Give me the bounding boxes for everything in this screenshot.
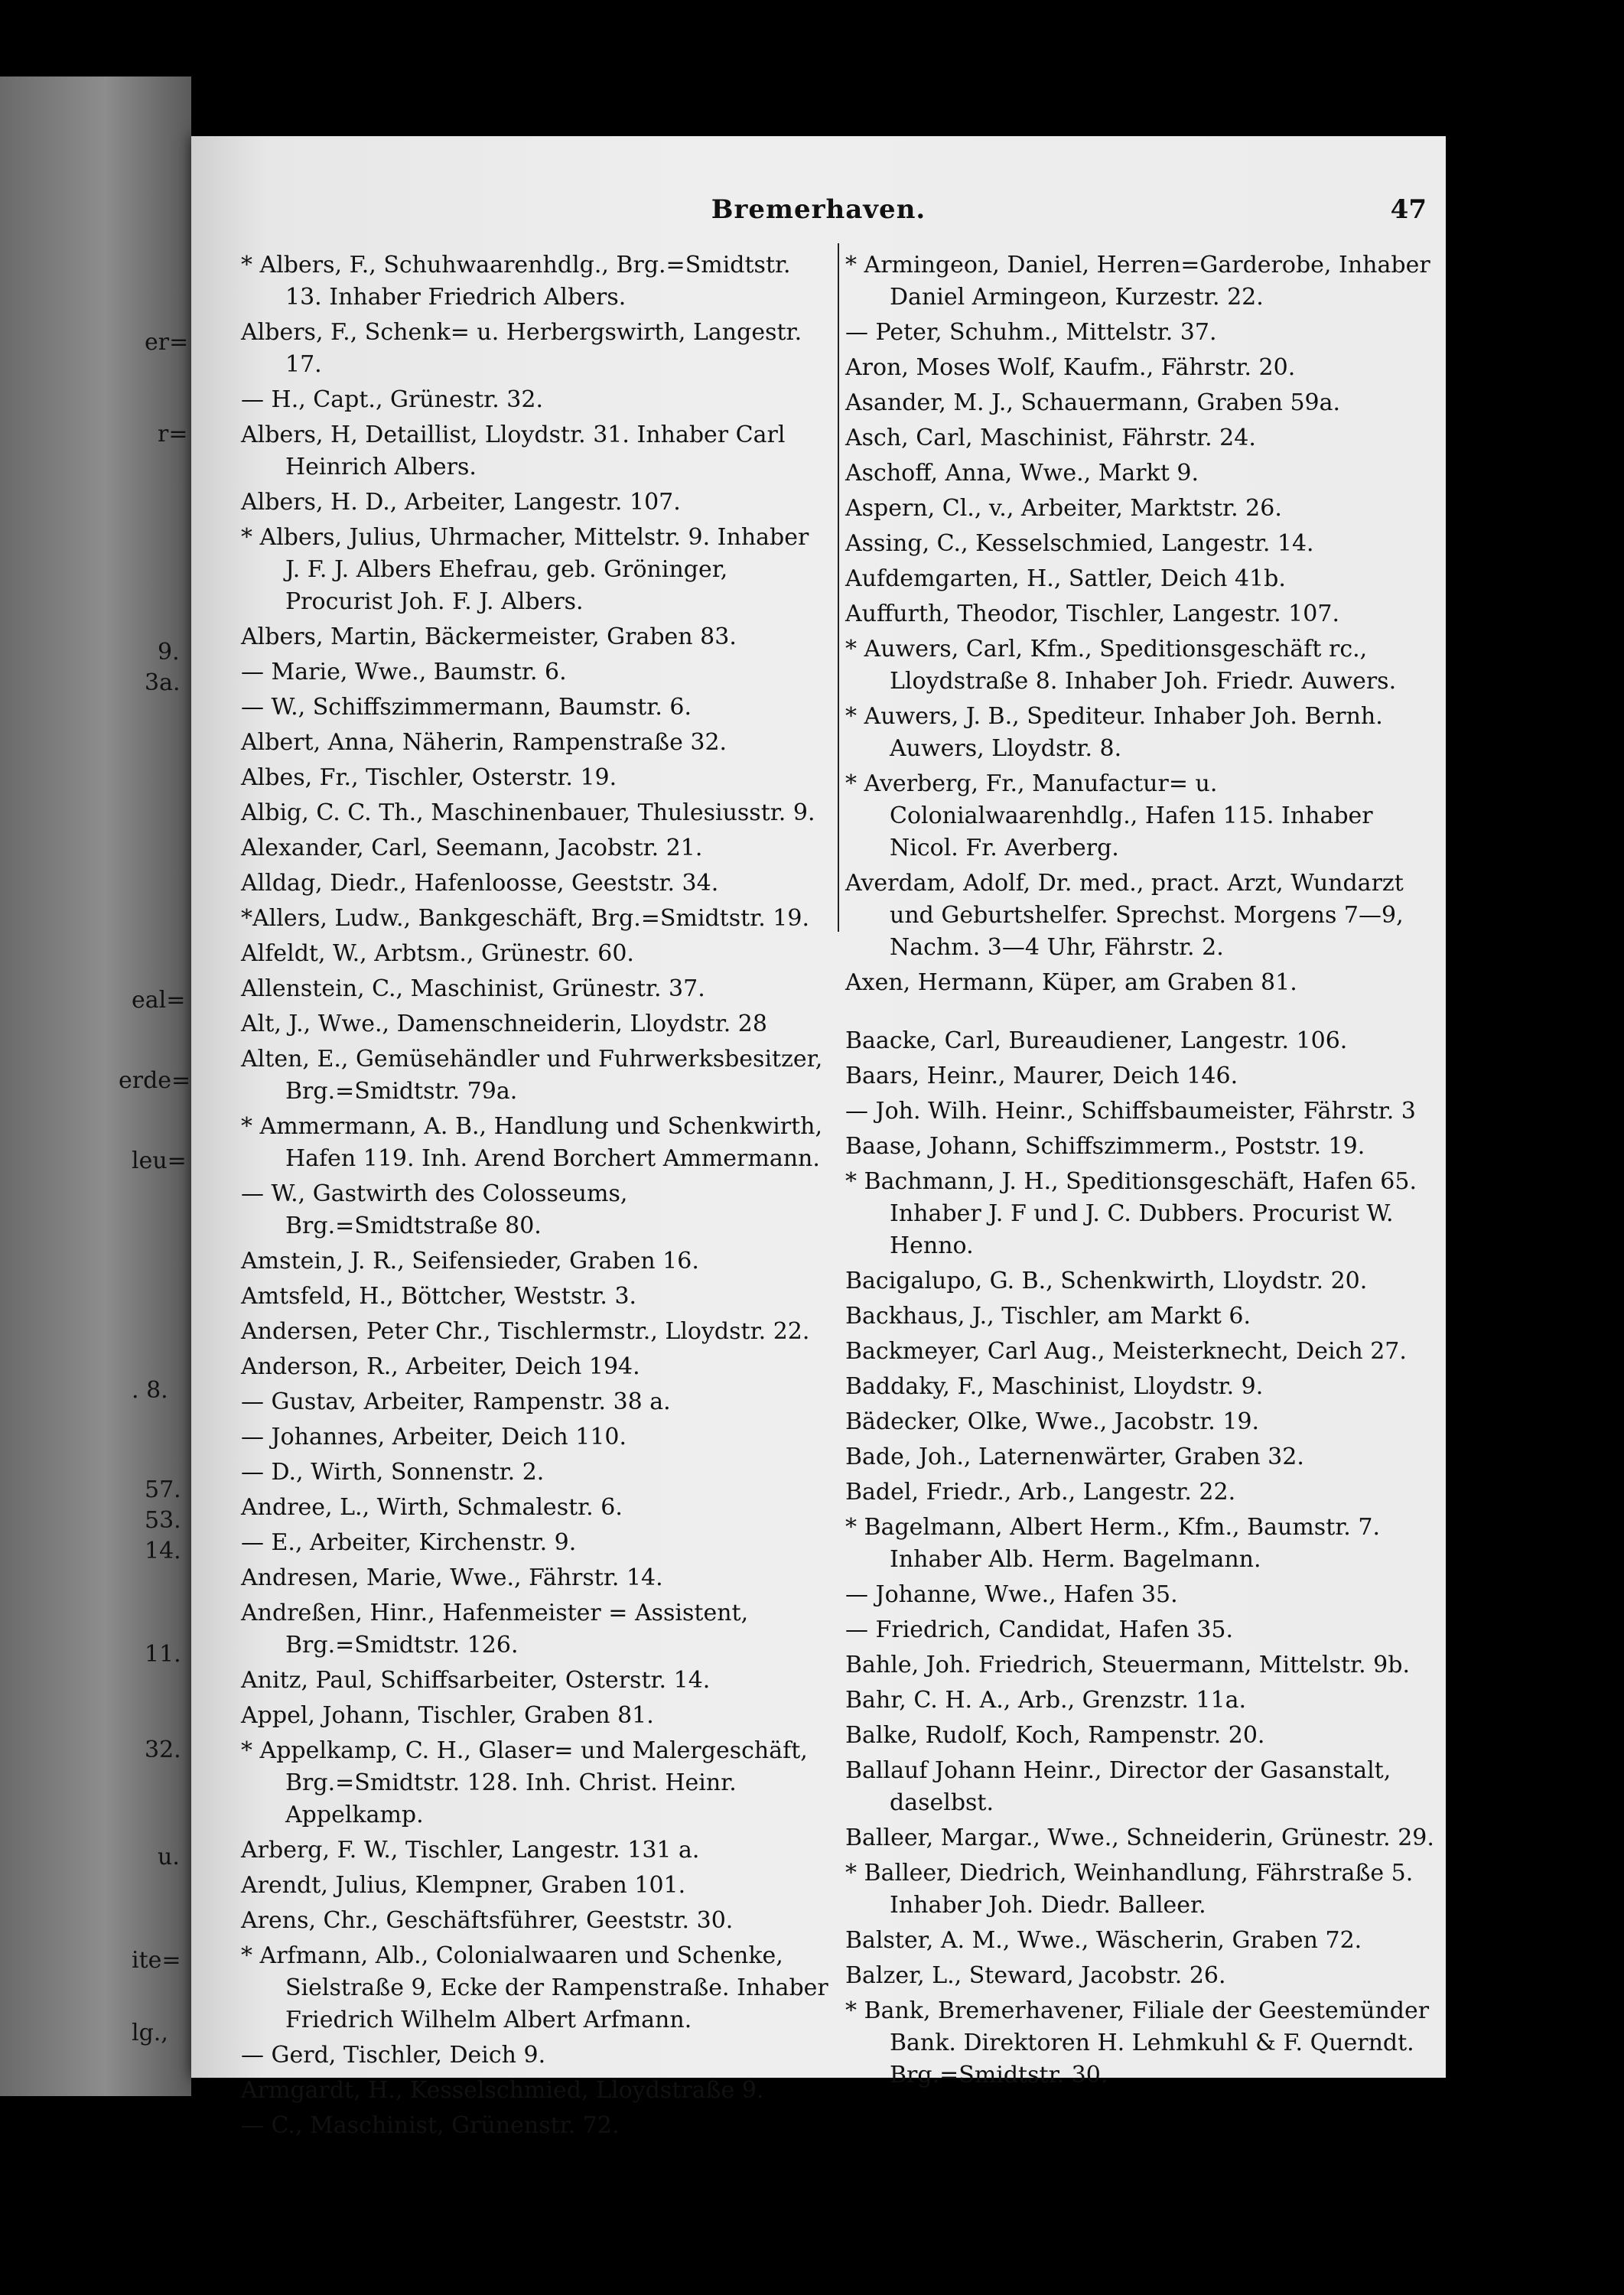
previous-page-fragment: eal= — [132, 987, 186, 1014]
directory-entry: Axen, Hermann, Küper, am Graben 81. — [845, 969, 1297, 996]
directory-entry: Andresen, Marie, Wwe., Fährstr. 14. — [241, 1564, 663, 1591]
directory-entry: Balzer, L., Steward, Jacobstr. 26. — [845, 1962, 1226, 1989]
directory-entry: Ballauf Johann Heinr., Director der Gasanstalt, daselbst. — [845, 1757, 1391, 1816]
directory-entry: — Johannes, Arbeiter, Deich 110. — [241, 1424, 627, 1450]
directory-entry: Bade, Joh., Laternenwärter, Graben 32. — [845, 1444, 1304, 1470]
directory-entry: Amtsfeld, H., Böttcher, Weststr. 3. — [241, 1283, 637, 1310]
directory-entry: Backmeyer, Carl Aug., Meisterknecht, Deich 27. — [845, 1338, 1407, 1365]
directory-entry: Anderson, R., Arbeiter, Deich 194. — [241, 1353, 640, 1380]
directory-entry: Albers, F., Schenk= u. Herbergswirth, Langestr. 17. — [241, 319, 802, 378]
page-header — [191, 194, 1446, 228]
directory-entry: Backhaus, J., Tischler, am Markt 6. — [845, 1303, 1251, 1330]
directory-entry: — Peter, Schuhm., Mittelstr. 37. — [845, 319, 1217, 346]
directory-entry: Balster, A. M., Wwe., Wäscherin, Graben 72. — [845, 1927, 1362, 1954]
directory-entry: * Auwers, J. B., Spediteur. Inhaber Joh. Bernh. Auwers, Lloydstr. 8. — [845, 703, 1383, 762]
directory-entry: — W., Gastwirth des Colosseums, Brg.=Smidtstraße 80. — [241, 1180, 628, 1239]
previous-page-fragment: r= — [158, 421, 188, 448]
directory-entry: * Bachmann, J. H., Speditionsgeschäft, Hafen 65. Inhaber J. F und J. C. Dubbers. Procurist W. Henno. — [845, 1168, 1417, 1259]
directory-entry: Balleer, Margar., Wwe., Schneiderin, Grünestr. 29. — [845, 1825, 1434, 1851]
directory-entry: Allenstein, C., Maschinist, Grünestr. 37. — [241, 975, 705, 1002]
directory-entry: * Averberg, Fr., Manufactur= u. Colonialwaarenhdlg., Hafen 115. Inhaber Nicol. Fr. Averberg. — [845, 770, 1373, 861]
previous-page-fragment: 32. — [145, 1737, 181, 1763]
directory-entry: — Johanne, Wwe., Hafen 35. — [845, 1581, 1178, 1608]
previous-page-fragment: 14. — [145, 1538, 181, 1564]
previous-page-fragment: ite= — [132, 1947, 181, 1974]
directory-entry: Albes, Fr., Tischler, Osterstr. 19. — [241, 764, 617, 791]
directory-entry: — D., Wirth, Sonnenstr. 2. — [241, 1459, 545, 1486]
directory-entry: Bacigalupo, G. B., Schenkwirth, Lloydstr. 20. — [845, 1268, 1368, 1294]
previous-page-fragment: . 8. — [132, 1377, 168, 1404]
directory-entry: Alt, J., Wwe., Damenschneiderin, Lloydstr. 28 — [241, 1011, 767, 1037]
previous-page-fragment: er= — [145, 329, 189, 356]
directory-entry: Anitz, Paul, Schiffsarbeiter, Osterstr. 14. — [241, 1667, 711, 1694]
directory-entry: Albers, H, Detaillist, Lloydstr. 31. Inhaber Carl Heinrich Albers. — [241, 422, 786, 480]
directory-entry: * Arfmann, Alb., Colonialwaaren und Schenke, Sielstraße 9, Ecke der Rampenstraße. Inhaber Friedrich Wilhelm Albert Arfmann. — [241, 1942, 828, 2033]
directory-entry: — E., Arbeiter, Kirchenstr. 9. — [241, 1529, 577, 1556]
directory-entry: * Armingeon, Daniel, Herren=Garderobe, Inhaber Daniel Armingeon, Kurzestr. 22. — [845, 252, 1430, 311]
directory-entry: * Balleer, Diedrich, Weinhandlung, Fährstraße 5. Inhaber Joh. Diedr. Balleer. — [845, 1860, 1414, 1919]
previous-page-fragment: 57. — [145, 1476, 181, 1503]
directory-entry: Badel, Friedr., Arb., Langestr. 22. — [845, 1479, 1236, 1506]
previous-page-fragment: lg., — [132, 2020, 168, 2046]
directory-entry: — Gerd, Tischler, Deich 9. — [241, 2042, 546, 2069]
directory-entry: Appel, Johann, Tischler, Graben 81. — [241, 1702, 654, 1729]
directory-entry: — Joh. Wilh. Heinr., Schiffsbaumeister, Fährstr. 3 — [845, 1098, 1416, 1125]
directory-entry: * Albers, Julius, Uhrmacher, Mittelstr. 9. Inhaber J. F. J. Albers Ehefrau, geb. Gröninger, Procurist Joh. F. J. Albers. — [241, 524, 809, 615]
directory-entry: * Ammermann, A. B., Handlung und Schenkwirth, Hafen 119. Inh. Arend Borchert Ammermann. — [241, 1113, 823, 1172]
directory-entry: *Allers, Ludw., Bankgeschäft, Brg.=Smidtstr. 19. — [241, 905, 810, 932]
directory-entry: Baars, Heinr., Maurer, Deich 146. — [845, 1063, 1238, 1089]
previous-page-fragment: 9. — [158, 639, 180, 666]
directory-entry: Arendt, Julius, Klempner, Graben 101. — [241, 1872, 686, 1899]
directory-entry: Aspern, Cl., v., Arbeiter, Marktstr. 26. — [845, 495, 1282, 522]
directory-entry: Andreßen, Hinr., Hafenmeister = Assistent, Brg.=Smidtstr. 126. — [241, 1600, 749, 1659]
previous-page-fragment: erde= — [119, 1067, 191, 1094]
directory-entry: Albers, H. D., Arbeiter, Langestr. 107. — [241, 489, 681, 516]
directory-entry: Baacke, Carl, Bureaudiener, Langestr. 106. — [845, 1027, 1348, 1054]
directory-entry: Alexander, Carl, Seemann, Jacobstr. 21. — [241, 835, 703, 861]
directory-entry: Andree, L., Wirth, Schmalestr. 6. — [241, 1494, 623, 1521]
directory-entry: Alten, E., Gemüsehändler und Fuhrwerksbesitzer, Brg.=Smidtstr. 79a. — [241, 1046, 823, 1105]
directory-entry: Alfeldt, W., Arbtsm., Grünestr. 60. — [241, 940, 634, 967]
letter-section-gap — [845, 1002, 1442, 1025]
directory-entry: Albers, Martin, Bäckermeister, Graben 83. — [241, 623, 737, 650]
directory-entry: Arberg, F. W., Tischler, Langestr. 131 a. — [241, 1837, 700, 1864]
previous-page-fragment: u. — [158, 1844, 180, 1870]
directory-entry: Baase, Johann, Schiffszimmerm., Poststr. 19. — [845, 1133, 1365, 1160]
directory-entry: * Albers, F., Schuhwaarenhdlg., Brg.=Smidtstr. 13. Inhaber Friedrich Albers. — [241, 252, 791, 311]
directory-entry: — W., Schiffszimmermann, Baumstr. 6. — [241, 694, 692, 721]
directory-entry: Balke, Rudolf, Koch, Rampenstr. 20. — [845, 1722, 1265, 1749]
directory-entry: — C., Maschinist, Grünenstr. 72. — [241, 2112, 620, 2139]
directory-entry: * Bagelmann, Albert Herm., Kfm., Baumstr. 7. Inhaber Alb. Herm. Bagelmann. — [845, 1514, 1380, 1573]
directory-entry: Amstein, J. R., Seifensieder, Graben 16. — [241, 1248, 699, 1274]
page-title: Bremerhaven. — [711, 194, 926, 225]
left-column — [241, 249, 830, 2145]
page-number: 47 — [1390, 194, 1427, 225]
previous-page-fragment: leu= — [132, 1148, 187, 1174]
directory-entry: Arens, Chr., Geschäftsführer, Geeststr. 30. — [241, 1907, 734, 1934]
directory-entry: Andersen, Peter Chr., Tischlermstr., Lloydstr. 22. — [241, 1318, 810, 1345]
column-divider — [838, 243, 839, 932]
directory-entry: Assing, C., Kesselschmied, Langestr. 14. — [845, 530, 1314, 557]
directory-entry: * Appelkamp, C. H., Glaser= und Malergeschäft, Brg.=Smidtstr. 128. Inh. Christ. Heinr. Appelkamp. — [241, 1737, 808, 1828]
directory-entry: Albig, C. C. Th., Maschinenbauer, Thulesiusstr. 9. — [241, 799, 815, 826]
directory-entry: Asander, M. J., Schauermann, Graben 59a. — [845, 389, 1341, 416]
directory-entry: Auffurth, Theodor, Tischler, Langestr. 107. — [845, 601, 1339, 627]
directory-page — [191, 136, 1446, 2139]
previous-page-fragment: 3a. — [145, 669, 181, 696]
directory-entry: Alldag, Diedr., Hafenloosse, Geeststr. 34. — [241, 870, 719, 897]
directory-entry: Asch, Carl, Maschinist, Fährstr. 24. — [845, 425, 1256, 451]
right-column — [845, 249, 1442, 2095]
directory-entry: * Bank, Bremerhavener, Filiale der Geestemünder Bank. Direktoren H. Lehmkuhl & F. Querndt. Brg.=Smidtstr. 30. — [845, 1997, 1430, 2088]
directory-entry: Averdam, Adolf, Dr. med., pract. Arzt, Wundarzt und Geburtshelfer. Sprechst. Morgens 7—9, Nachm. 3—4 Uhr, Fährstr. 2. — [845, 870, 1404, 961]
directory-entry: — H., Capt., Grünestr. 32. — [241, 386, 543, 413]
directory-entry: Bahle, Joh. Friedrich, Steuermann, Mittelstr. 9b. — [845, 1652, 1410, 1678]
directory-entry: — Friedrich, Candidat, Hafen 35. — [845, 1616, 1234, 1643]
directory-entry: — Marie, Wwe., Baumstr. 6. — [241, 659, 567, 685]
directory-entry: Armgardt, H., Kesselschmied, Lloydstraße 9. — [241, 2077, 764, 2104]
directory-entry: Bahr, C. H. A., Arb., Grenzstr. 11a. — [845, 1687, 1247, 1714]
directory-entry: Bädecker, Olke, Wwe., Jacobstr. 19. — [845, 1408, 1260, 1435]
previous-page-fragment: 11. — [145, 1641, 181, 1668]
previous-page-fragment: 53. — [145, 1507, 181, 1534]
directory-entry: Aufdemgarten, H., Sattler, Deich 41b. — [845, 565, 1286, 592]
directory-entry: Baddaky, F., Maschinist, Lloydstr. 9. — [845, 1373, 1264, 1400]
directory-entry: Aron, Moses Wolf, Kaufm., Fährstr. 20. — [845, 354, 1296, 381]
directory-entry: Aschoff, Anna, Wwe., Markt 9. — [845, 460, 1199, 487]
directory-entry: Albert, Anna, Näherin, Rampenstraße 32. — [241, 729, 727, 756]
directory-entry: — Gustav, Arbeiter, Rampenstr. 38 a. — [241, 1388, 671, 1415]
directory-entry: * Auwers, Carl, Kfm., Speditionsgeschäft rc., Lloydstraße 8. Inhaber Joh. Friedr. Auwers. — [845, 636, 1397, 695]
